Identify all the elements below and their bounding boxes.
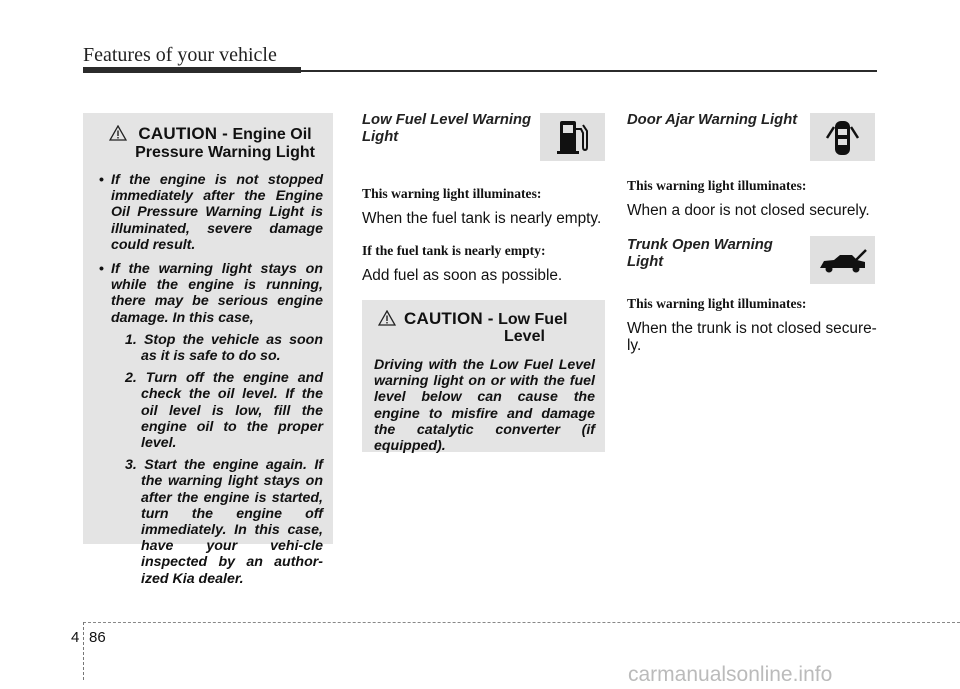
page-header-title: Features of your vehicle — [83, 44, 277, 66]
low-fuel-title: Low Fuel Level Warning Light — [362, 112, 532, 145]
warning-triangle-icon — [378, 310, 396, 326]
low-fuel-body — [362, 186, 607, 284]
low-fuel-label2: If the fuel tank is nearly empty: — [362, 243, 546, 258]
low-fuel-label1: This warning light illuminates: — [362, 186, 542, 201]
caution-topic-line1: Engine Oil — [232, 126, 312, 143]
low-fuel-text2: Add fuel as soon as possible. — [362, 267, 563, 284]
page-number: 86 — [89, 629, 106, 646]
caution-step: 1. Stop the vehicle as soon as it is safe to do so. — [125, 331, 323, 365]
caution-bullet-text: If the warning light stays on while the engine is running, there may be serious engine damage. In this case, — [111, 261, 323, 326]
door-ajar-text1: When a door is not closed securely. — [627, 202, 870, 219]
caution-topic-line2: Level — [504, 328, 545, 345]
caution-step: 2. Turn off the engine and check the oil level. If the oil level is low, fill the engine oil to the proper level. — [125, 370, 323, 452]
trunk-open-body — [627, 296, 882, 354]
caution-label: CAUTION - — [404, 309, 494, 328]
low-fuel-text1: When the fuel tank is nearly empty. — [362, 210, 602, 227]
caution-topic-line1: Low Fuel — [498, 311, 568, 328]
caution-low-fuel-text: Driving with the Low Fuel Level warning light on or with the fuel level below can cause the engine to misfire and damage the catalytic converter (if equipped). — [374, 357, 595, 455]
trunk-open-icon — [810, 236, 875, 284]
caution-engine-oil-heading — [97, 125, 323, 162]
door-ajar-icon-panel — [810, 113, 875, 161]
caution-topic-line2: Pressure Warning Light — [135, 144, 315, 161]
fuel-icon-panel — [540, 113, 605, 161]
door-ajar-body — [627, 178, 877, 219]
footer-divider — [83, 622, 85, 680]
caution-engine-oil-box — [83, 113, 333, 587]
door-ajar-icon — [810, 113, 875, 161]
caution-bullet — [97, 261, 323, 587]
chapter-number: 4 — [71, 629, 80, 646]
watermark: carmanualsonline.info — [628, 663, 833, 686]
header-rule-thick — [83, 67, 301, 73]
footer-rule — [83, 622, 960, 623]
trunk-open-title: Trunk Open Warning Light — [627, 237, 773, 270]
caution-bullet: • If the engine is not stopped immediately after the Engine Oil Pressure Warning Light is illuminated, severe damage could result. — [97, 172, 323, 253]
caution-low-fuel-heading — [374, 310, 595, 345]
door-ajar-title: Door Ajar Warning Light — [627, 112, 798, 128]
trunk-open-icon-panel — [810, 236, 875, 284]
door-ajar-label1: This warning light illuminates: — [627, 178, 807, 193]
caution-label: CAUTION - — [138, 124, 229, 143]
caution-low-fuel-box — [362, 300, 605, 455]
caution-steps — [111, 332, 323, 587]
header-rule-thin — [301, 70, 877, 72]
warning-triangle-icon — [109, 125, 127, 141]
caution-engine-oil-list — [97, 172, 323, 587]
trunk-open-text1: When the trunk is not closed secure-ly. — [627, 320, 877, 354]
trunk-open-label1: This warning light illuminates: — [627, 296, 807, 311]
fuel-pump-icon — [540, 113, 605, 161]
caution-step: 3. Start the engine again. If the warning light stays on after the engine is started, turn the engine off immediately. In this case, have your vehi-cle inspected by an author-ized Kia dealer. — [125, 457, 323, 587]
